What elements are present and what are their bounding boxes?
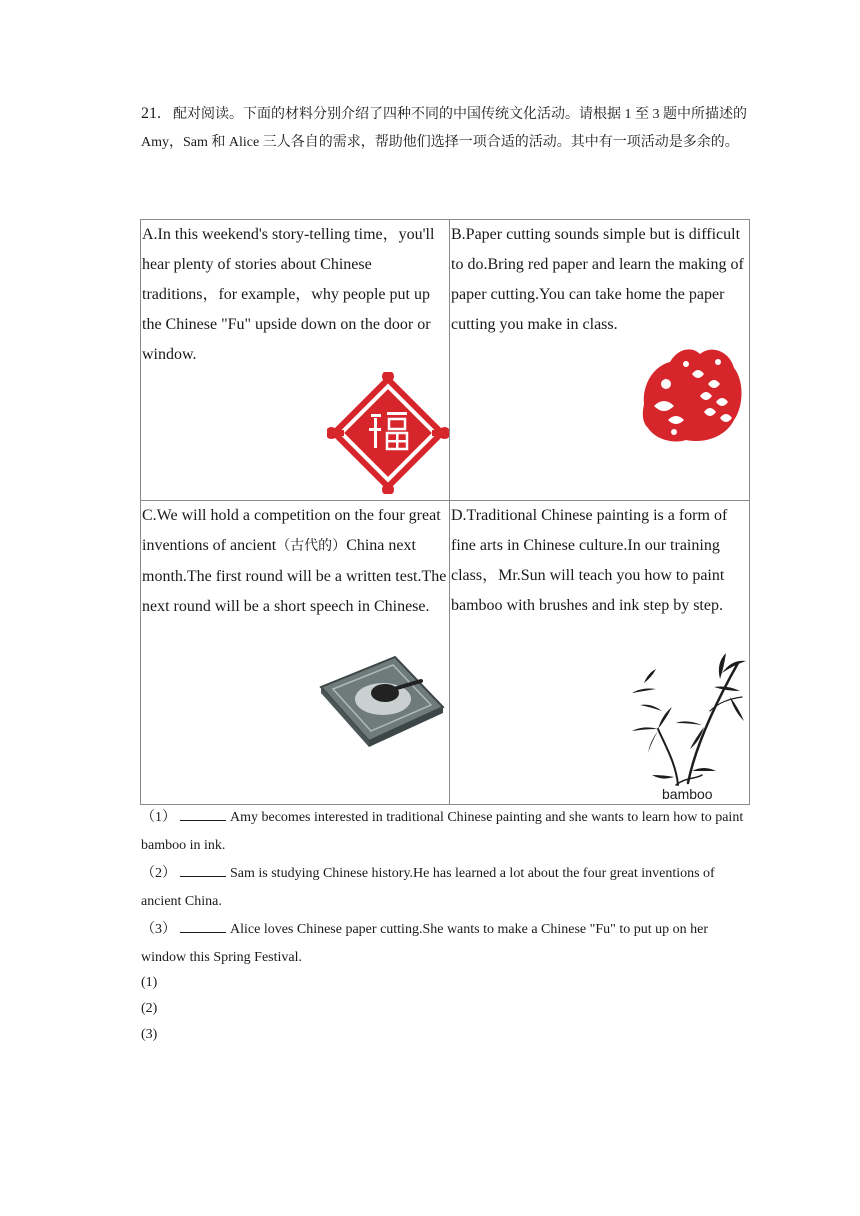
option-c-text — [141, 501, 449, 622]
option-c-paren-note: （古代的） — [276, 539, 347, 554]
sub-question-text: Alice loves Chinese paper cutting.She wants to make a Chinese "Fu" to put up on her window this Spring Festival. — [141, 922, 709, 965]
fu-paper-cutting-image — [327, 372, 449, 494]
fish-paper-cutting-image — [634, 344, 746, 446]
sub-question-text: Sam is studying Chinese history.He has learned a lot about the four great inventions of ancient China. — [141, 866, 715, 909]
option-a-cell — [141, 220, 450, 501]
answer-label-3: (3) — [141, 1027, 158, 1042]
bamboo-caption: bamboo — [662, 786, 713, 802]
compass-spoon-image — [317, 653, 447, 748]
answer-label-1: (1) — [141, 975, 158, 990]
answer-label-2: (2) — [141, 1001, 158, 1016]
question-number: 21. — [141, 105, 161, 122]
option-b-text: B.Paper cutting sounds simple but is difficult to do.Bring red paper and learn the making of paper cutting.You can take home the paper cutting you make in class. — [451, 226, 744, 333]
options-table — [140, 219, 750, 805]
option-c-text-before: C.We will hold a competition on the four great inventions of ancient — [142, 507, 441, 554]
option-d-text: D.Traditional Chinese painting is a form of fine arts in Chinese culture.In our training class，Mr.Sun will teach you how to paint bamboo with brushes and ink step by step. — [451, 507, 728, 614]
sub-question-3 — [141, 916, 753, 972]
question-instruction: 配对阅读。下面的材料分别介绍了四种不同的中国传统文化活动。请根据 1 至 3 题中所描述的 Amy，Sam 和 Alice 三人各自的需求，帮助他们选择一项合适的活动。其中有一项活动是多余的。 — [141, 107, 747, 150]
option-c-cell — [141, 501, 450, 805]
option-c-text-after: China next month.The first round will be a written test.The next round will be a short speech in Chinese. — [142, 537, 447, 615]
sub-question-text: Amy becomes interested in traditional Chinese painting and she wants to learn how to paint bamboo in ink. — [141, 810, 744, 853]
sub-question-1 — [141, 804, 753, 860]
option-a-text: A.In this weekend's story-telling time，you'll hear plenty of stories about Chinese traditions，for example，why people put up the Chinese "Fu" upside down on the door or window. — [142, 226, 435, 363]
bamboo-ink-painting-image — [618, 653, 748, 803]
answer-blank[interactable] — [180, 918, 226, 933]
option-b-cell — [450, 220, 750, 501]
sub-question-label: （3） — [141, 922, 176, 937]
sub-question-2 — [141, 860, 753, 916]
answer-blank[interactable] — [180, 806, 226, 821]
answer-blank[interactable] — [180, 862, 226, 877]
question-header — [141, 100, 753, 157]
sub-question-label: （1） — [141, 810, 176, 825]
option-d-cell — [450, 501, 750, 805]
sub-question-label: （2） — [141, 866, 176, 881]
